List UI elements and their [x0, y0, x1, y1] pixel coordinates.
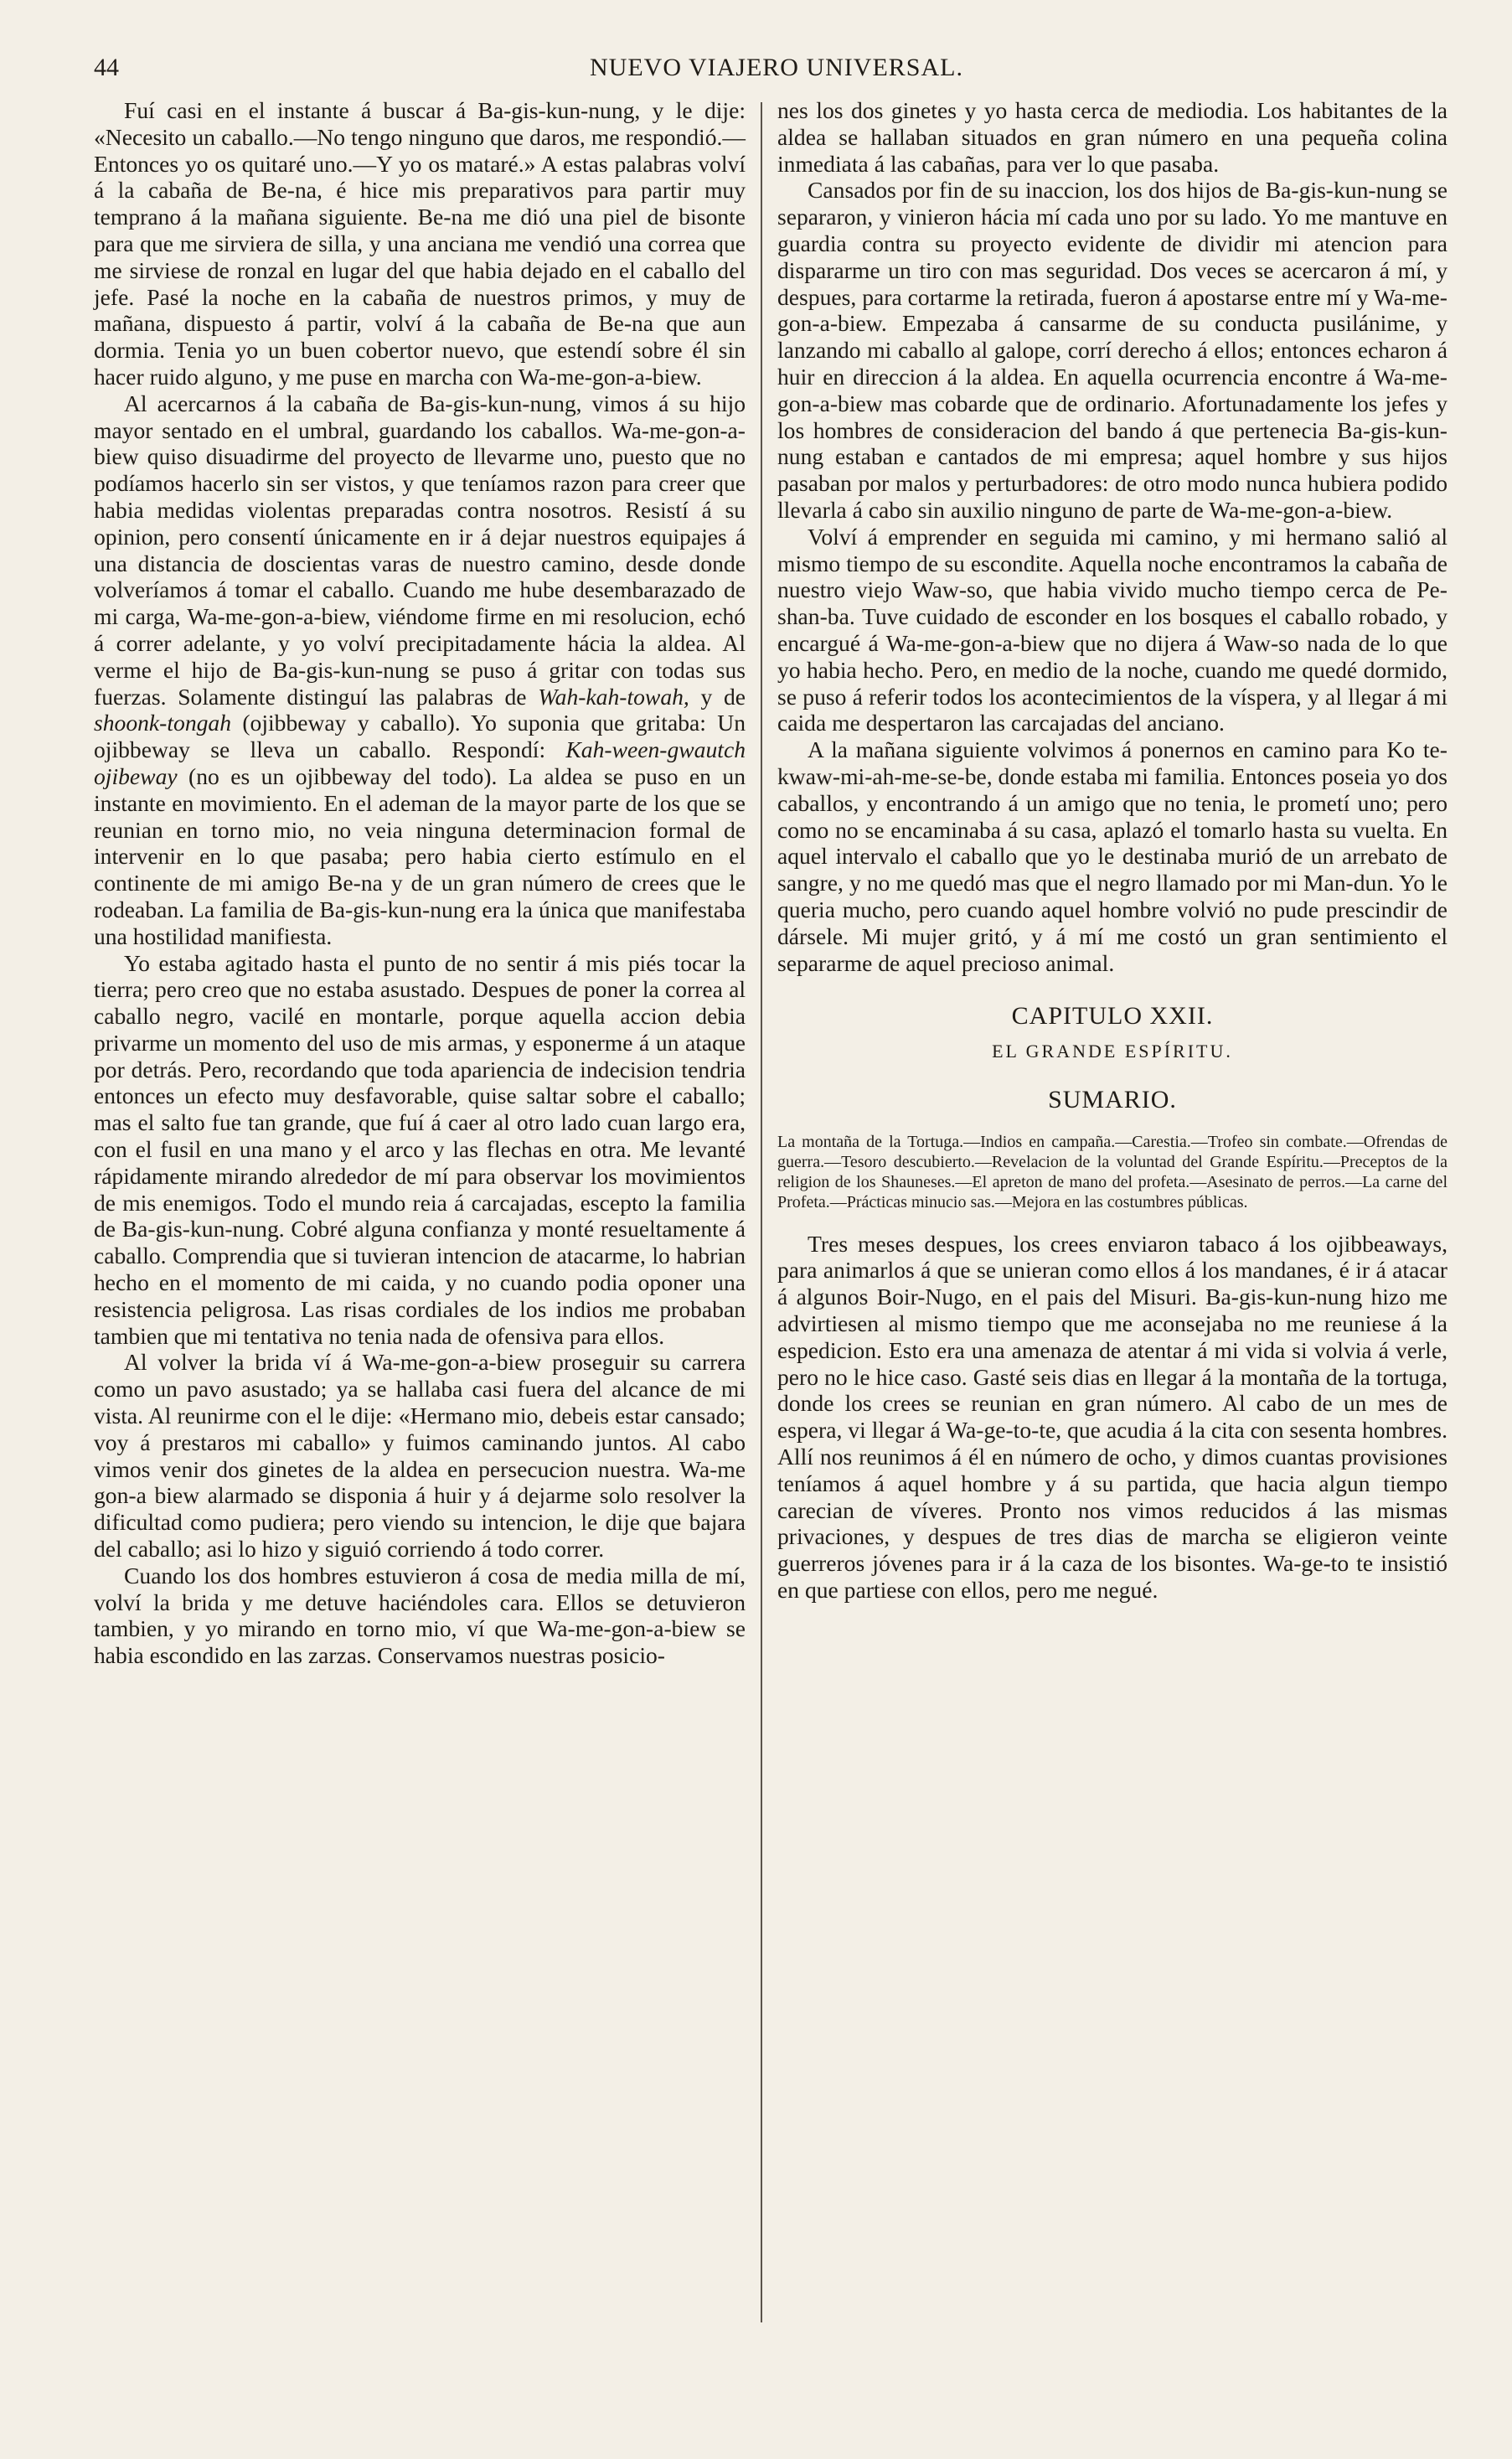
paragraph: Tres meses despues, los crees enviaron tabaco á los ojibbeaways, para animarlos á que se unieran como ellos á los mandanes, é ir á atacar á algunos Boir-Nugo, en el pais del Misuri. Ba-gis-kun-nung hizo me advirtiesen al mismo tiempo que me aconsejaba no me reuniese á la espedicion. Esto era una amenaza de atentar á mi vida si volvia á verle, pero no le hice caso. Gasté seis dias en llegar á la montaña de la tortuga, donde los crees se reunian en gran número. Al cabo de un mes de espera, vi llegar á Wa-ge-to-te, que acudia á la cita con sesenta hombres. Allí nos reunimos á él en número de ocho, y dimos cuantas provisiones teníamos á aquel hombre y á su partida, que hacia algun tiempo carecian de víveres. Pronto nos vimos reducidos á las mismas privaciones, y despues de tres dias de marcha se eligieron veinte guerreros jóvenes para ir á la caza de los bisontes. Wa-ge-to te insistió en que partiese con ellos, pero me negué. — [777, 1230, 1447, 1604]
paragraph: Yo estaba agitado hasta el punto de no sentir á mis piés tocar la tierra; pero creo que no estaba asustado. Despues de poner la correa al caballo negro, vacilé en montarle, porque aquella accion debia privarme un momento del uso de mis armas, y esponerme á un ataque por detrás. Pero, recordando que toda apariencia de indecision tendria entonces un efecto muy desfavorable, quise saltar sobre el caballo; mas el salto fue tan grande, que fuí á caer al otro lado cuan largo era, con el fusil en una mano y el arco y las flechas en otra. Me levanté rápidamente mirando alrededor de mí para observar los movimientos de mis enemigos. Todo el mundo reia á carcajadas, escepto la familia de Ba-gis-kun-nung. Cobré alguna confianza y monté resueltamente á caballo. Comprendia que si tuvieran intencion de atacarme, lo habrian hecho en el momento de mi caida, y no cuando podia oponer una resistencia peligrosa. Las risas cordiales de los indios me probaban tambien que mi tentativa no tenia nada de ofensiva para ellos. — [94, 949, 746, 1349]
summary-text: La montaña de la Tortuga.—Indios en campaña.—Carestia.—Trofeo sin combate.—Ofrendas de guerra.—Tesoro descubierto.—Revelacion de la voluntad del Grande Espíritu.—Preceptos de la religion de los Shauneses.—El apreton de mano del profeta.—Asesinato de perros.—La carne del Profeta.—Prácticas minucio sas.—Mejora en las costumbres públicas. — [777, 1132, 1447, 1211]
page-number: 44 — [94, 54, 119, 81]
paragraph: Volví á emprender en seguida mi camino, y mi hermano salió al mismo tiempo de su escondite. Aquella noche encontramos la cabaña de nuestro viejo Waw-so, que habia vivido mucho tiempo cerca de Pe-shan-ba. Tuve cuidado de esconder en los bosques el caballo robado, y encargué á Wa-me-gon-a-biew que no dijera á Waw-so nada de lo que yo habia hecho. Pero, en medio de la noche, cuando me quedé dormido, se puso á referir todos los acontecimientos de la víspera, y al llegar á mi caida me despertaron las carcajadas del anciano. — [777, 523, 1447, 736]
left-column — [94, 97, 746, 1669]
paragraph: Cansados por fin de su inaccion, los dos hijos de Ba-gis-kun-nung se separaron, y vinieron hácia mí cada uno por su lado. Yo me mantuve en guardia contra su proyecto evidente de dividir mi atencion para dispararme un tiro con mas seguridad. Dos veces se acercaron á mí, y despues, para cortarme la retirada, fueron á apostarse entre mí y Wa-me-gon-a-biew. Empezaba á cansarme de su conducta pusilánime, y lanzando mi caballo al galope, corrí derecho á ellos; entonces echaron á huir en direccion á la aldea. En aquella ocurrencia encontre á Wa-me-gon-a-biew mas cobarde que de ordinario. Afortunadamente los jefes y los hombres de consideracion del bando á que pertenecia Ba-gis-kun-nung estaban e cantados de mi empresa; aquel hombre y sus hijos pasaban por malos y perturbadores: de otro modo nunca hubiera podido llevarla á cabo sin auxilio ninguno de parte de Wa-me-gon-a-biew. — [777, 177, 1447, 523]
paragraph: Cuando los dos hombres estuvieron á cosa de media milla de mí, volví la brida y me detuve haciéndoles cara. Ellos se detuvieron tambien, y yo mirando en torno mio, ví que Wa-me-gon-a-biew se habia escondido en las zarzas. Conservamos nuestras posicio- — [94, 1562, 746, 1669]
paragraph: A la mañana siguiente volvimos á ponernos en camino para Ko te-kwaw-mi-ah-me-se-be, donde estaba mi familia. Entonces poseia yo dos caballos, y encontrando á un amigo que no tenia, le prometí uno; pero como no se encaminaba á su casa, aplazó el tomarlo hasta su vuelta. En aquel intervalo el caballo que yo le destinaba murió de un arrebato de sangre, y no me quedó mas que el negro llamado por mi Man-dun. Yo le queria mucho, pero cuando aquel hombre volvió no pude prescindir de dársele. Mi mujer gritó, y á mí me costó un gran sentimiento el separarme de aquel precioso animal. — [777, 736, 1447, 976]
paragraph: Fuí casi en el instante á buscar á Ba-gis-kun-nung, y le dije: «Necesito un caballo.—No tengo ninguno que daros, me respondió.—Entonces yo os quitaré uno.—Y yo os mataré.» A estas palabras volví á la cabaña de Be-na, é hice mis preparativos para partir muy temprano á la mañana siguiente. Be-na me dió una piel de bisonte para que me sirviera de silla, y una anciana me vendió una correa que me sirviese de ronzal en lugar del que habia dejado en el caballo del jefe. Pasé la noche en la cabaña de nuestros primos, y muy de mañana, dispuesto á partir, volví á la cabaña de Be-na que aun dormia. Tenia yo un buen cobertor nuevo, que estendí sobre él sin hacer ruido alguno, y me puse en marcha con Wa-me-gon-a-biew. — [94, 97, 746, 390]
running-head — [94, 54, 1459, 87]
running-title: NUEVO VIAJERO UNIVERSAL. — [590, 54, 963, 81]
summary-heading: SUMARIO. — [1048, 1085, 1177, 1113]
column-divider — [761, 102, 762, 2322]
paragraph: nes los dos ginetes y yo hasta cerca de mediodia. Los habitantes de la aldea se hallaban situados en gran número en una pequeña colina inmediata á las cabañas, para ver lo que pasaba. — [777, 97, 1447, 177]
paragraph: Al acercarnos á la cabaña de Ba-gis-kun-nung, vimos á su hijo mayor sentado en el umbral, guardando los caballos. Wa-me-gon-a-biew quiso disuadirme del proyecto de llevarme uno, puesto que no podíamos hacerlo sin ser vistos, y que teníamos razon para creer que habia medidas violentas preparadas contra nosotros. Resistí á su opinion, pero consentí únicamente en ir á dejar nuestros equipajes á una distancia de doscientas varas de nuestro camino, desde donde volveríamos á tomar el caballo. Cuando me hube desembarazado de mi carga, Wa-me-gon-a-biew, viéndome firme en mi resolucion, echó á correr adelante, y yo volví precipitadamente hácia la aldea. Al verme el hijo de Ba-gis-kun-nung se puso á gritar con todas sus fuerzas. Solamente distinguí las palabras de Wah-kah-towah, y de shoonk-tongah (ojibbeway y caballo). Yo suponia que gritaba: Un ojibbeway se lleva un caballo. Respondí: Kah-ween-gwautch ojibeway (no es un ojibbeway del todo). La aldea se puso en un instante en movimiento. En el ademan de la mayor parte de los que se reunian en torno mio, no veia ninguna determinacion formal de intervenir en lo que pasaba; pero habia cierto estímulo en el continente de mi amigo Be-na y de un gran número de crees que le rodeaban. La familia de Ba-gis-kun-nung era la única que manifestaba una hostilidad manifiesta. — [94, 390, 746, 949]
chapter-subtitle: EL GRANDE ESPÍRITU. — [992, 1041, 1233, 1062]
chapter-title: CAPITULO XXII. — [1011, 1002, 1214, 1031]
paragraph: Al volver la brida ví á Wa-me-gon-a-biew proseguir su carrera como un pavo asustado; ya se hallaba casi fuera del alcance de mi vista. Al reunirme con el le dije: «Hermano mio, debeis estar cansado; voy á prestaros mi caballo» y fuimos caminando juntos. Al cabo vimos venir dos ginetes de la aldea en persecucion nuestra. Wa-me gon-a biew alarmado se disponia á huir y á dejarme solo resolver la dificultad como pudiera; pero viendo su intencion, le dije que bajara del caballo; asi lo hizo y siguió corriendo á todo correr. — [94, 1349, 746, 1563]
right-column — [777, 97, 1447, 1604]
